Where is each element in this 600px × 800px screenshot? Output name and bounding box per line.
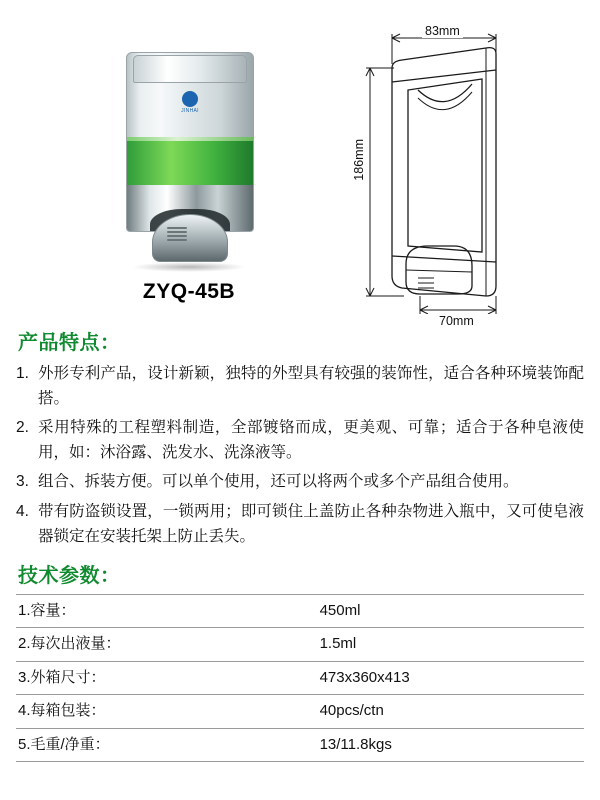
list-item-number: 3. <box>16 473 29 491</box>
dispenser-body <box>126 52 254 232</box>
spec-label: 3.外箱尺寸： <box>16 661 318 695</box>
product-photo <box>126 28 252 303</box>
spec-label: 2.每次出液量： <box>16 628 318 662</box>
technical-drawing <box>346 24 586 328</box>
dimension-depth-label: 70mm <box>436 314 477 328</box>
dispenser-outline-svg <box>346 24 586 314</box>
photo-shadow <box>132 262 246 272</box>
features-section-title: 产品特点： <box>18 332 121 354</box>
list-item-text: 采用特殊的工程塑料制造，全部镀铬而成，更美观、可靠；适合于各种皂液使用，如：沐浴露、洗发水、洗涤液等。 <box>38 419 584 462</box>
list-item-text: 带有防盗锁设置，一锁两用；即可锁住上盖防止各种杂物进入瓶中，又可使皂液器锁定在安装托架上防止丢失。 <box>38 502 584 545</box>
brand-logo-mark <box>182 91 198 107</box>
spec-label: 4.每箱包装： <box>16 695 318 729</box>
list-item-number: 4. <box>16 502 29 520</box>
specs-section-title: 技术参数： <box>18 564 121 587</box>
spec-value: 1.5ml <box>318 628 584 662</box>
spec-value: 13/11.8kgs <box>318 728 584 762</box>
table-row <box>16 661 584 695</box>
list-item-number: 1. <box>16 365 29 382</box>
spec-value: 450ml <box>318 594 584 628</box>
dimension-width-label: 83mm <box>422 24 463 38</box>
spec-label: 1.容量： <box>16 594 318 628</box>
brand-logo-text: JINHAI <box>181 108 199 114</box>
table-row <box>16 695 584 729</box>
pump-nozzle <box>152 214 228 262</box>
list-item-text: 外形专利产品，设计新颖，独特的外型具有较强的装饰性，适合各种环境装饰配搭。 <box>38 365 584 408</box>
dimension-height-label: 186mm <box>352 136 366 184</box>
dispenser-cap <box>133 55 247 83</box>
top-imagery-area <box>16 10 584 328</box>
list-item <box>16 361 584 411</box>
spec-value: 473x360x413 <box>318 661 584 695</box>
product-model-label: ZYQ-45B <box>142 280 236 303</box>
liquid-fill <box>127 141 253 185</box>
table-row <box>16 628 584 662</box>
nozzle-grill-icon <box>167 227 187 241</box>
features-list <box>16 361 584 549</box>
list-item-number: 2. <box>16 419 29 437</box>
list-item-text: 组合、拆装方便。可以单个使用，还可以将两个或多个产品组合使用。 <box>38 473 519 491</box>
spec-label: 5.毛重/净重： <box>16 728 318 762</box>
spec-value: 40pcs/ctn <box>318 695 584 729</box>
specs-table <box>16 594 584 763</box>
table-row <box>16 594 584 628</box>
list-item <box>16 469 584 494</box>
list-item <box>16 499 584 549</box>
brand-logo <box>174 91 206 117</box>
table-row <box>16 728 584 762</box>
list-item <box>16 415 584 465</box>
